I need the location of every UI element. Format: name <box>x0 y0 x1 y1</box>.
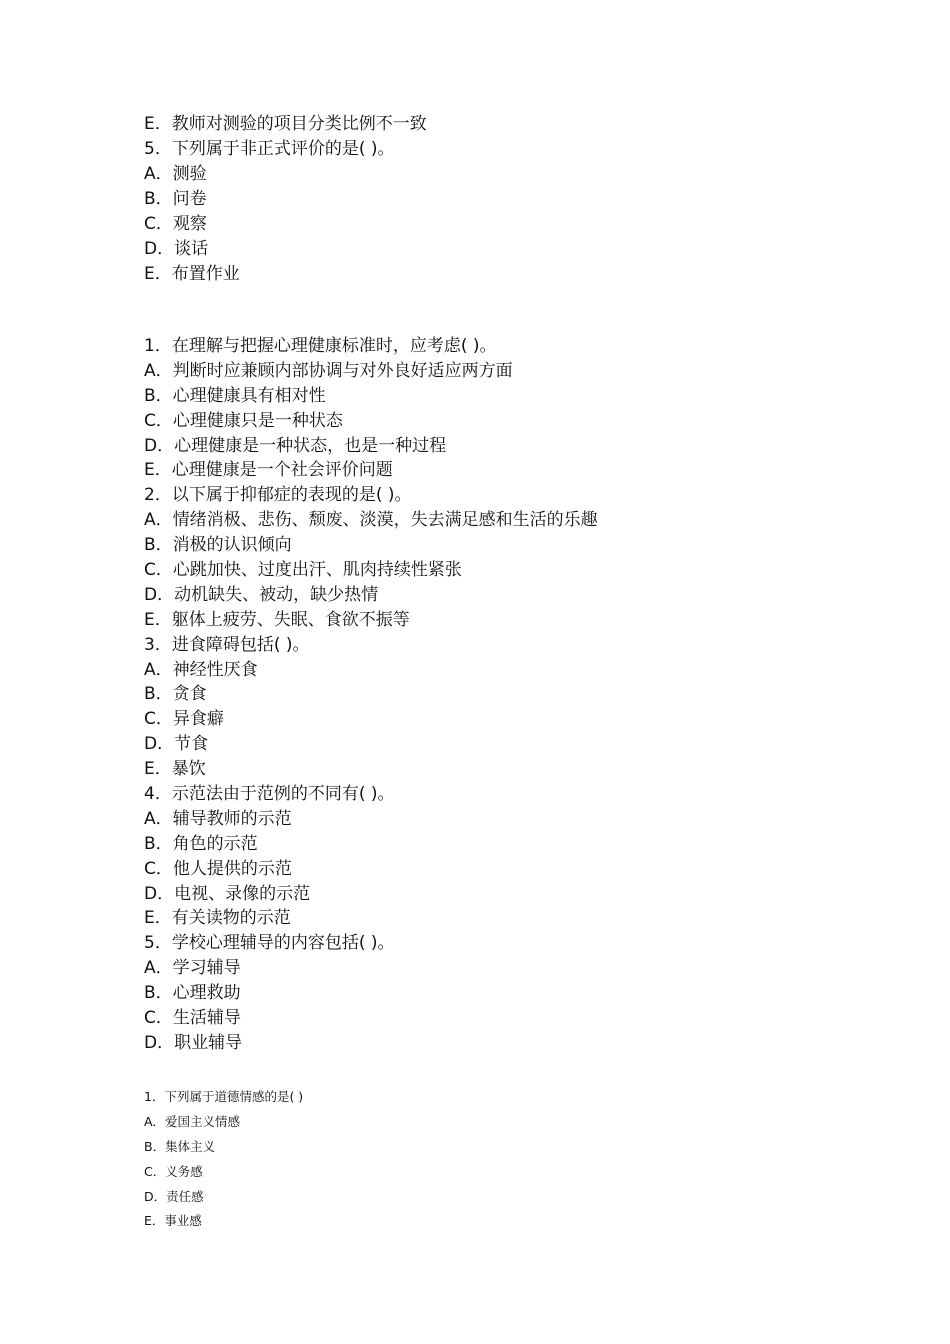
question-block-moral-emotion <box>144 1085 910 1234</box>
option-line: E．心理健康是一个社会评价问题 <box>144 460 393 481</box>
question-block-informal-evaluation <box>144 112 910 287</box>
option-line: C．异食癖 <box>144 709 224 730</box>
option-line: E．躯体上疲劳、失眠、食欲不振等 <box>144 609 410 630</box>
option-line: A．爱国主义情感 <box>144 1113 241 1129</box>
option-line: E．暴饮 <box>144 759 206 780</box>
question-line: 5．下列属于非正式评价的是( )。 <box>144 139 395 159</box>
option-line: C．义务感 <box>144 1163 203 1179</box>
option-line: D．电视、录像的示范 <box>144 883 311 904</box>
question-block-mental-health <box>144 334 910 1056</box>
option-line: B．集体主义 <box>144 1138 216 1154</box>
option-line: D．动机缺失、被动，缺少热情 <box>144 584 379 605</box>
option-line: B．贪食 <box>144 684 207 705</box>
question-line: 3．进食障碍包括( )。 <box>144 634 310 655</box>
option-line: C．心跳加快、过度出汗、肌肉持续性紧张 <box>144 560 462 581</box>
option-line: C．观察 <box>144 214 207 234</box>
option-line: A．测验 <box>144 164 207 184</box>
option-line: E．有关读物的示范 <box>144 908 291 929</box>
option-line: E．事业感 <box>144 1213 202 1229</box>
option-line: E．布置作业 <box>144 264 240 284</box>
option-line: E．教师对测验的项目分类比例不一致 <box>144 114 427 134</box>
option-line: D．心理健康是一种状态，也是一种过程 <box>144 435 447 456</box>
option-line: B．角色的示范 <box>144 833 258 854</box>
question-line: 2．以下属于抑郁症的表现的是( )。 <box>144 485 412 506</box>
option-line: B．消极的认识倾向 <box>144 535 292 556</box>
option-line: C．他人提供的示范 <box>144 858 292 879</box>
option-line: A．判断时应兼顾内部协调与对外良好适应两方面 <box>144 360 513 381</box>
option-line: D．职业辅导 <box>144 1032 243 1053</box>
question-line: 5．学校心理辅导的内容包括( )。 <box>144 933 395 954</box>
option-line: A．情绪消极、悲伤、颓废、淡漠，失去满足感和生活的乐趣 <box>144 510 598 531</box>
question-line: 1．下列属于道德情感的是( ) <box>144 1089 304 1104</box>
option-line: C．生活辅导 <box>144 1008 241 1029</box>
option-line: C．心理健康只是一种状态 <box>144 410 343 431</box>
question-line: 1．在理解与把握心理健康标准时，应考虑( )。 <box>144 336 497 356</box>
option-line: D．谈话 <box>144 239 209 259</box>
option-line: D．责任感 <box>144 1188 204 1204</box>
option-line: B．心理健康具有相对性 <box>144 385 326 406</box>
option-line: A．辅导教师的示范 <box>144 808 292 829</box>
option-line: A．神经性厌食 <box>144 659 258 680</box>
option-line: B．心理救助 <box>144 983 241 1004</box>
option-line: B．问卷 <box>144 189 207 209</box>
option-line: A．学习辅导 <box>144 958 241 979</box>
option-line: D．节食 <box>144 734 209 755</box>
question-line: 4．示范法由于范例的不同有( )。 <box>144 784 395 805</box>
